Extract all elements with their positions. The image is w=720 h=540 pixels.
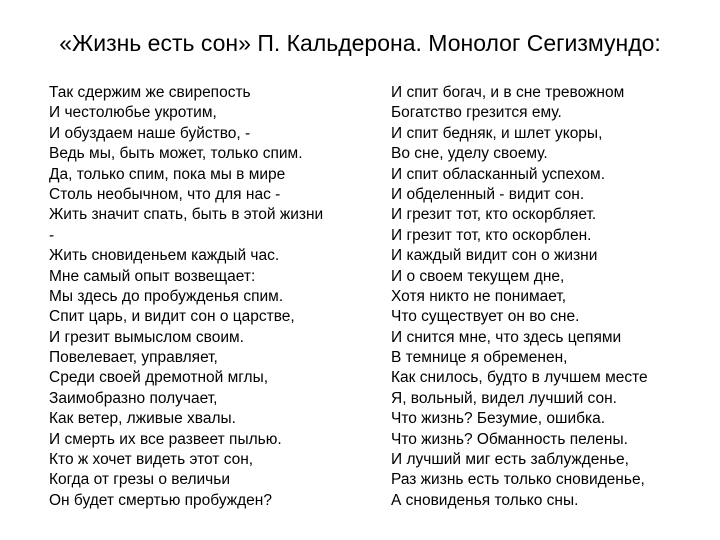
poem-line: И грезит вымыслом своим. [49, 328, 244, 346]
poem-line: И спит обласканный успехом. [391, 165, 605, 183]
poem-line: Он будет смертью пробужден? [49, 491, 272, 509]
poem-line: Богатство грезится ему. [391, 104, 562, 122]
poem-line: Во сне, уделу своему. [391, 145, 548, 163]
poem-line: Спит царь, и видит сон о царстве, [49, 308, 295, 326]
poem-line: И снится мне, что здесь цепями [391, 328, 622, 346]
poem-line: И каждый видит сон о жизни [391, 247, 598, 265]
poem-line: Что жизнь? Безумие, ошибка. [391, 410, 606, 428]
page-title: «Жизнь есть сон» П. Кальдерона. Монолог Сегизмундо: [59, 30, 661, 56]
poem-line: Да, только спим, пока мы в мире [49, 165, 286, 183]
poem-line: Как снилось, будто в лучшем месте [391, 369, 648, 387]
poem-right-column [391, 83, 711, 511]
poem-line: Заимобразно получает, [49, 389, 218, 407]
poem-line: Когда от грезы о величьи [49, 471, 230, 489]
poem-line: - [49, 226, 55, 244]
poem-line: Повелевает, управляет, [49, 349, 218, 367]
poem-line: В темнице я обременен, [391, 349, 568, 367]
poem-line: И честолюбье укротим, [49, 104, 217, 122]
poem-line: И спит богач, и в сне тревожном [391, 84, 625, 101]
poem-line: И спит бедняк, и шлет укоры, [391, 124, 603, 142]
poem-line: Раз жизнь есть только сновиденье, [391, 471, 645, 489]
poem-line: Столь необычном, что для нас - [49, 185, 281, 203]
poem-line: Я, вольный, видел лучший сон. [391, 389, 617, 407]
poem-line: Жить значит спать, быть в этой жизни [49, 206, 324, 224]
poem-line: Среди своей дремотной мглы, [49, 369, 269, 387]
poem-line: А сновиденья только сны. [391, 491, 579, 509]
poem-line: Кто ж хочет видеть этот сон, [49, 451, 254, 469]
poem-line: И обуздаем наше буйство, - [49, 124, 251, 142]
poem-line: Мы здесь до пробужденья спим. [49, 287, 284, 305]
poem-line: Что жизнь? Обманность пелены. [391, 430, 628, 448]
poem-line: Мне самый опыт возвещает: [49, 267, 256, 285]
poem-line: И грезит тот, кто оскорбляет. [391, 206, 597, 224]
poem-line: И обделенный - видит сон. [391, 185, 585, 203]
poem-line: Хотя никто не понимает, [391, 287, 567, 305]
poem-line: И грезит тот, кто оскорблен. [391, 226, 592, 244]
poem-line: И о своем текущем дне, [391, 267, 565, 285]
poem-left-column [49, 83, 369, 511]
poem-line: Так сдержим же свирепость [49, 84, 251, 101]
poem-line: Как ветер, лживые хвалы. [49, 410, 236, 428]
poem-line: И смерть их все развеет пылью. [49, 430, 282, 448]
poem-line: Что существует он во сне. [391, 308, 580, 326]
poem-line: И лучший миг есть заблужденье, [391, 451, 629, 469]
poem-line: Ведь мы, быть может, только спим. [49, 145, 303, 163]
poem-line: Жить сновиденьем каждый час. [49, 247, 280, 265]
